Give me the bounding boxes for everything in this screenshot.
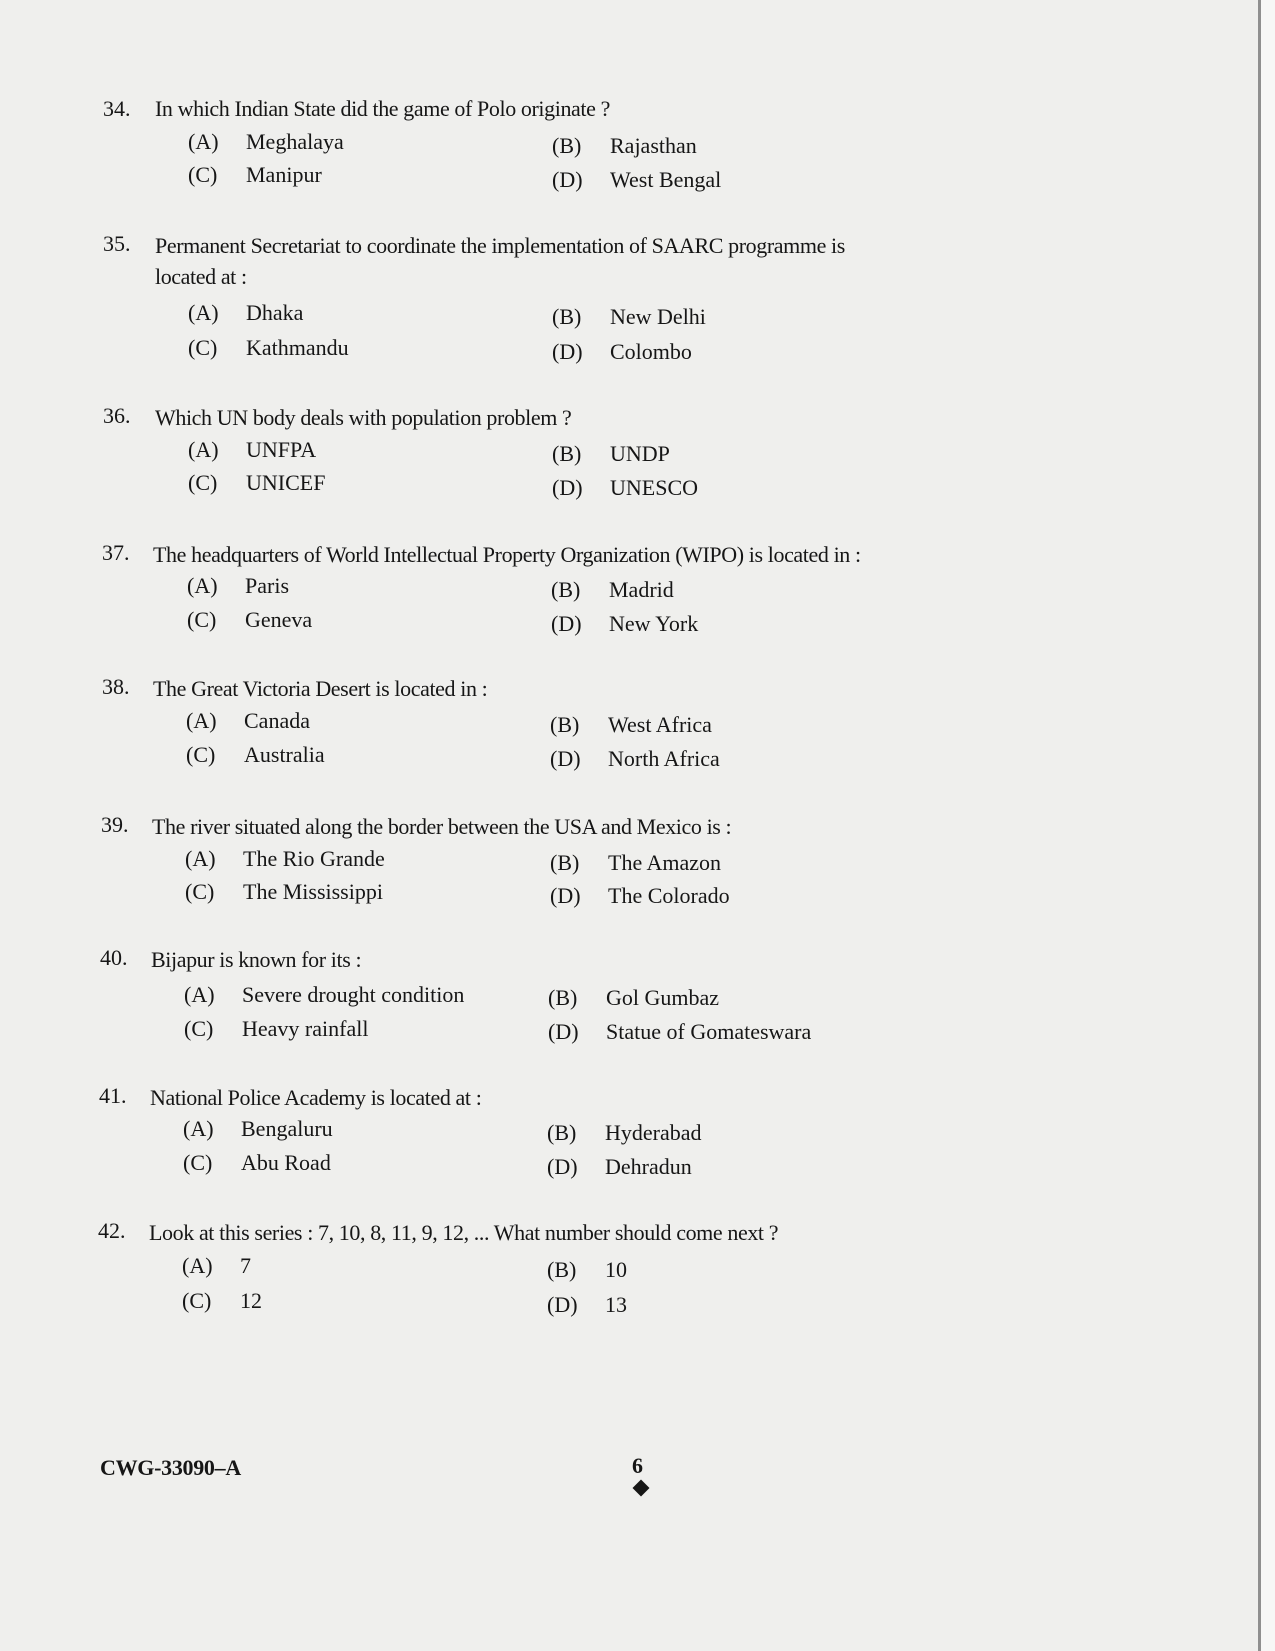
option-d: (D) Dehradun xyxy=(547,1154,692,1179)
option-b: (B) West Africa xyxy=(550,712,712,737)
page-number: 6 xyxy=(632,1453,643,1478)
option-a: (A) The Rio Grande xyxy=(185,846,385,871)
option-d: (D) New York xyxy=(551,611,699,636)
option-b: (B) Gol Gumbaz xyxy=(548,985,720,1010)
option-d: (D) West Bengal xyxy=(552,167,722,192)
option-c: (C) The Mississippi xyxy=(185,879,383,904)
option-d: (D) The Colorado xyxy=(550,883,730,908)
option-a: (A) Bengaluru xyxy=(183,1116,333,1141)
booklet-code: CWG-33090–A xyxy=(100,1455,241,1480)
option-a: (A) Paris xyxy=(187,573,289,598)
option-c: (C) Abu Road xyxy=(183,1150,331,1175)
question-number: 36. xyxy=(103,403,131,428)
option-c: (C) Kathmandu xyxy=(188,335,349,360)
question-number: 35. xyxy=(103,231,131,256)
option-a: (A) Canada xyxy=(186,708,310,733)
option-c: (C) 12 xyxy=(182,1288,262,1313)
option-b: (B) UNDP xyxy=(552,441,670,466)
question-text: Bijapur is known for its : xyxy=(151,947,362,972)
option-c: (C) Australia xyxy=(186,742,325,767)
option-b: (B) Hyderabad xyxy=(547,1120,702,1145)
option-b: (B) The Amazon xyxy=(550,850,722,875)
option-c: (C) Geneva xyxy=(187,607,313,632)
question-text: National Police Academy is located at : xyxy=(150,1085,482,1110)
question-text: The river situated along the border between the USA and Mexico is : xyxy=(152,814,732,839)
question-text: In which Indian State did the game of Polo originate ? xyxy=(155,96,610,121)
option-a: (A) UNFPA xyxy=(188,437,317,462)
option-d: (D) Statue of Gomateswara xyxy=(548,1019,812,1044)
option-a: (A) Meghalaya xyxy=(188,129,344,154)
question-text: Permanent Secretariat to coordinate the implementation of SAARC programme is xyxy=(155,233,845,258)
option-d: (D) UNESCO xyxy=(552,475,699,500)
option-d: (D) North Africa xyxy=(550,746,720,771)
question-number: 42. xyxy=(98,1218,126,1243)
question-number: 37. xyxy=(102,540,130,565)
option-a: (A) 7 xyxy=(182,1253,251,1278)
question-number: 39. xyxy=(101,812,129,837)
diamond-icon xyxy=(633,1480,650,1497)
option-c: (C) Heavy rainfall xyxy=(184,1016,369,1041)
option-d: (D) 13 xyxy=(547,1292,627,1317)
question-text: The headquarters of World Intellectual Property Organization (WIPO) is located in : xyxy=(153,542,861,567)
option-d: (D) Colombo xyxy=(552,339,692,364)
question-text-continued: located at : xyxy=(155,264,247,289)
question-text: Which UN body deals with population problem ? xyxy=(155,405,572,430)
question-number: 34. xyxy=(103,96,131,121)
option-b: (B) 10 xyxy=(547,1257,627,1282)
question-text: The Great Victoria Desert is located in : xyxy=(153,676,488,701)
question-number: 38. xyxy=(102,674,130,699)
option-b: (B) Madrid xyxy=(551,577,674,602)
option-b: (B) New Delhi xyxy=(552,304,706,329)
question-number: 40. xyxy=(100,945,128,970)
option-a: (A) Severe drought condition xyxy=(184,982,465,1007)
question-text: Look at this series : 7, 10, 8, 11, 9, 12, ... What number should come next ? xyxy=(149,1220,779,1245)
option-c: (C) UNICEF xyxy=(188,470,326,495)
option-c: (C) Manipur xyxy=(188,162,322,187)
option-a: (A) Dhaka xyxy=(188,300,304,325)
option-b: (B) Rajasthan xyxy=(552,133,697,158)
page-margin xyxy=(1261,0,1275,1651)
question-number: 41. xyxy=(99,1083,127,1108)
